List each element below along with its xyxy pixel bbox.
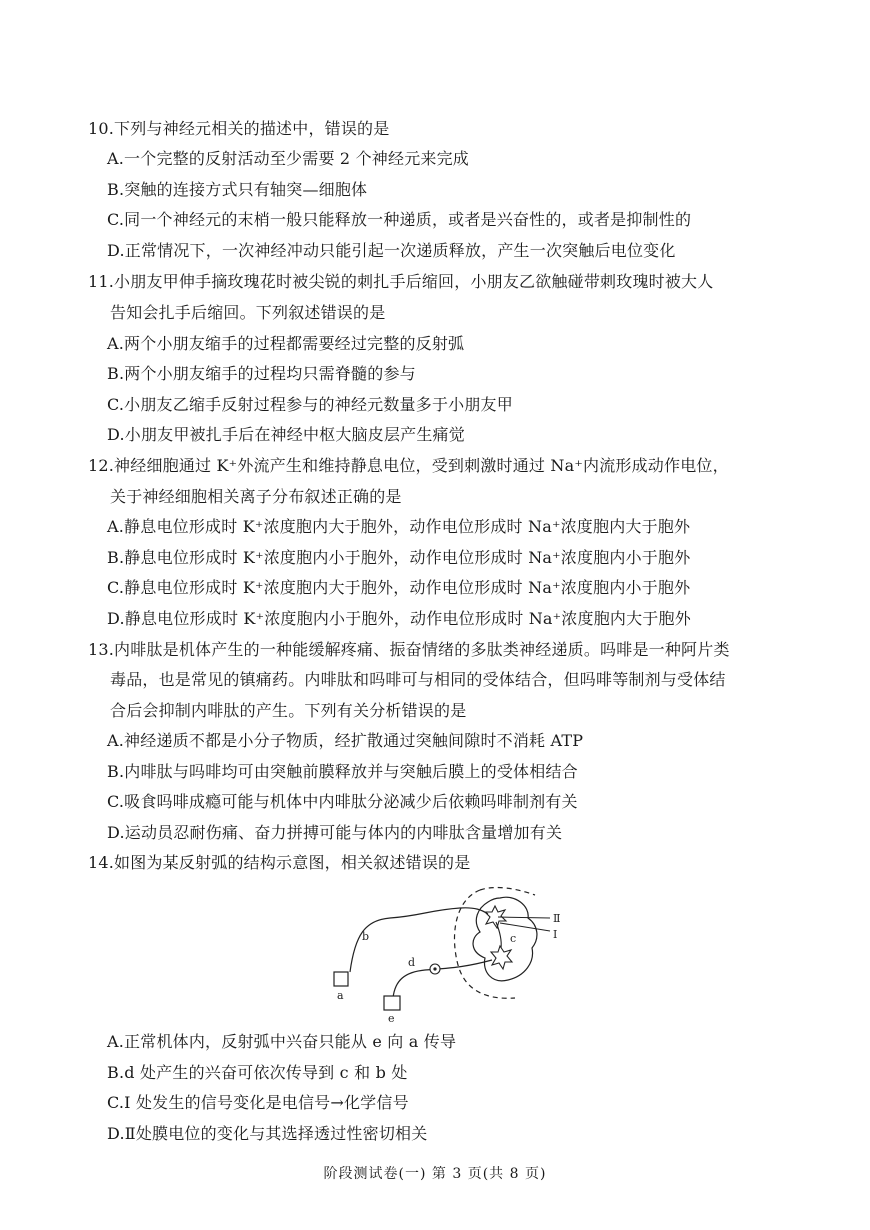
q11-option-a: A.两个小朋友缩手的过程都需要经过完整的反射弧 <box>107 334 465 353</box>
page-footer: 阶段测试卷(一) 第 3 页(共 8 页) <box>323 1166 547 1182</box>
q14-option-d: D.Ⅱ处膜电位的变化与其选择透过性密切相关 <box>107 1124 428 1143</box>
q12-stem-line2: 关于神经细胞相关离子分布叙述正确的是 <box>110 487 402 506</box>
q11-option-b: B.两个小朋友缩手的过程均只需脊髓的参与 <box>107 364 416 383</box>
motor-neuron-body <box>491 946 512 969</box>
q13-option-d: D.运动员忍耐伤痛、奋力拼搏可能与体内的内啡肽含量增加有关 <box>107 823 563 842</box>
q13-option-c: C.吸食吗啡成瘾可能与机体中内啡肽分泌减少后依赖吗啡制剂有关 <box>107 792 578 811</box>
q12-stem-line1: 12.神经细胞通过 K⁺外流产生和维持静息电位，受到刺激时通过 Na⁺内流形成动作电位， <box>88 456 729 475</box>
label-d: d <box>408 956 416 969</box>
effector-e-box <box>384 996 400 1010</box>
label-i: I <box>553 928 558 941</box>
label-e: e <box>388 1012 395 1025</box>
receptor-a-box <box>334 972 348 986</box>
q11-option-d: D.小朋友甲被扎手后在神经中枢大脑皮层产生痛觉 <box>107 425 465 444</box>
q14-stem-line1: 14.如图为某反射弧的结构示意图，相关叙述错误的是 <box>88 853 471 872</box>
q10-option-b: B.突触的连接方式只有轴突—细胞体 <box>107 180 368 199</box>
label-a: a <box>337 989 344 1002</box>
q10-option-a: A.一个完整的反射活动至少需要 2 个神经元来完成 <box>107 149 469 168</box>
q12-option-c: C.静息电位形成时 K⁺浓度胞内大于胞外，动作电位形成时 Na⁺浓度胞内小于胞外 <box>107 578 691 597</box>
q11-stem-line1: 11.小朋友甲伸手摘玫瑰花时被尖锐的刺扎手后缩回，小朋友乙欲触碰带刺玫瑰时被大人 <box>88 272 714 291</box>
ganglion-dot <box>433 967 436 970</box>
label-ii: Ⅱ <box>553 912 561 925</box>
q10-stem-line1: 10.下列与神经元相关的描述中，错误的是 <box>88 119 390 138</box>
q14-option-a: A.正常机体内，反射弧中兴奋只能从 e 向 a 传导 <box>107 1032 457 1051</box>
q13-option-a: A.神经递质不都是小分子物质，经扩散通过突触间隙时不消耗 ATP <box>107 731 584 750</box>
q10-option-d: D.正常情况下，一次神经冲动只能引起一次递质释放，产生一次突触后电位变化 <box>107 241 676 260</box>
reflex-arc-figure <box>320 880 580 1030</box>
label-b: b <box>362 930 370 943</box>
q13-option-b: B.内啡肽与吗啡均可由突触前膜释放并与突触后膜上的受体相结合 <box>107 762 578 781</box>
pointer-line-ii <box>498 917 550 918</box>
q12-option-a: A.静息电位形成时 K⁺浓度胞内大于胞外，动作电位形成时 Na⁺浓度胞内大于胞外 <box>107 517 691 536</box>
q14-option-c: C.I 处发生的信号变化是电信号→化学信号 <box>107 1093 409 1112</box>
spinal-cord-top-edge <box>480 888 535 895</box>
q13-stem-line1: 13.内啡肽是机体产生的一种能缓解疼痛、振奋情绪的多肽类神经递质。吗啡是一种阿片类 <box>88 640 730 659</box>
q11-stem-line2: 告知会扎手后缩回。下列叙述错误的是 <box>110 303 386 322</box>
q11-option-c: C.小朋友乙缩手反射过程参与的神经元数量多于小朋友甲 <box>107 395 513 414</box>
q14-option-b: B.d 处产生的兴奋可依次传导到 c 和 b 处 <box>107 1063 408 1082</box>
q13-stem-line3: 合后会抑制内啡肽的产生。下列有关分析错误的是 <box>110 701 467 720</box>
q12-option-b: B.静息电位形成时 K⁺浓度胞内小于胞外，动作电位形成时 Na⁺浓度胞内小于胞外 <box>107 548 691 567</box>
label-c: c <box>510 932 517 945</box>
pointer-line-i <box>500 923 550 931</box>
q13-stem-line2: 毒品，也是常见的镇痛药。内啡肽和吗啡可与相同的受体结合，但吗啡等制剂与受体结 <box>110 670 726 689</box>
q12-option-d: D.静息电位形成时 K⁺浓度胞内小于胞外，动作电位形成时 Na⁺浓度胞内大于胞外 <box>107 609 691 628</box>
q10-option-c: C.同一个神经元的末梢一般只能释放一种递质，或者是兴奋性的，或者是抑制性的 <box>107 210 692 229</box>
afferent-neuron-b <box>350 908 488 972</box>
spinal-cord-outline <box>454 890 515 998</box>
